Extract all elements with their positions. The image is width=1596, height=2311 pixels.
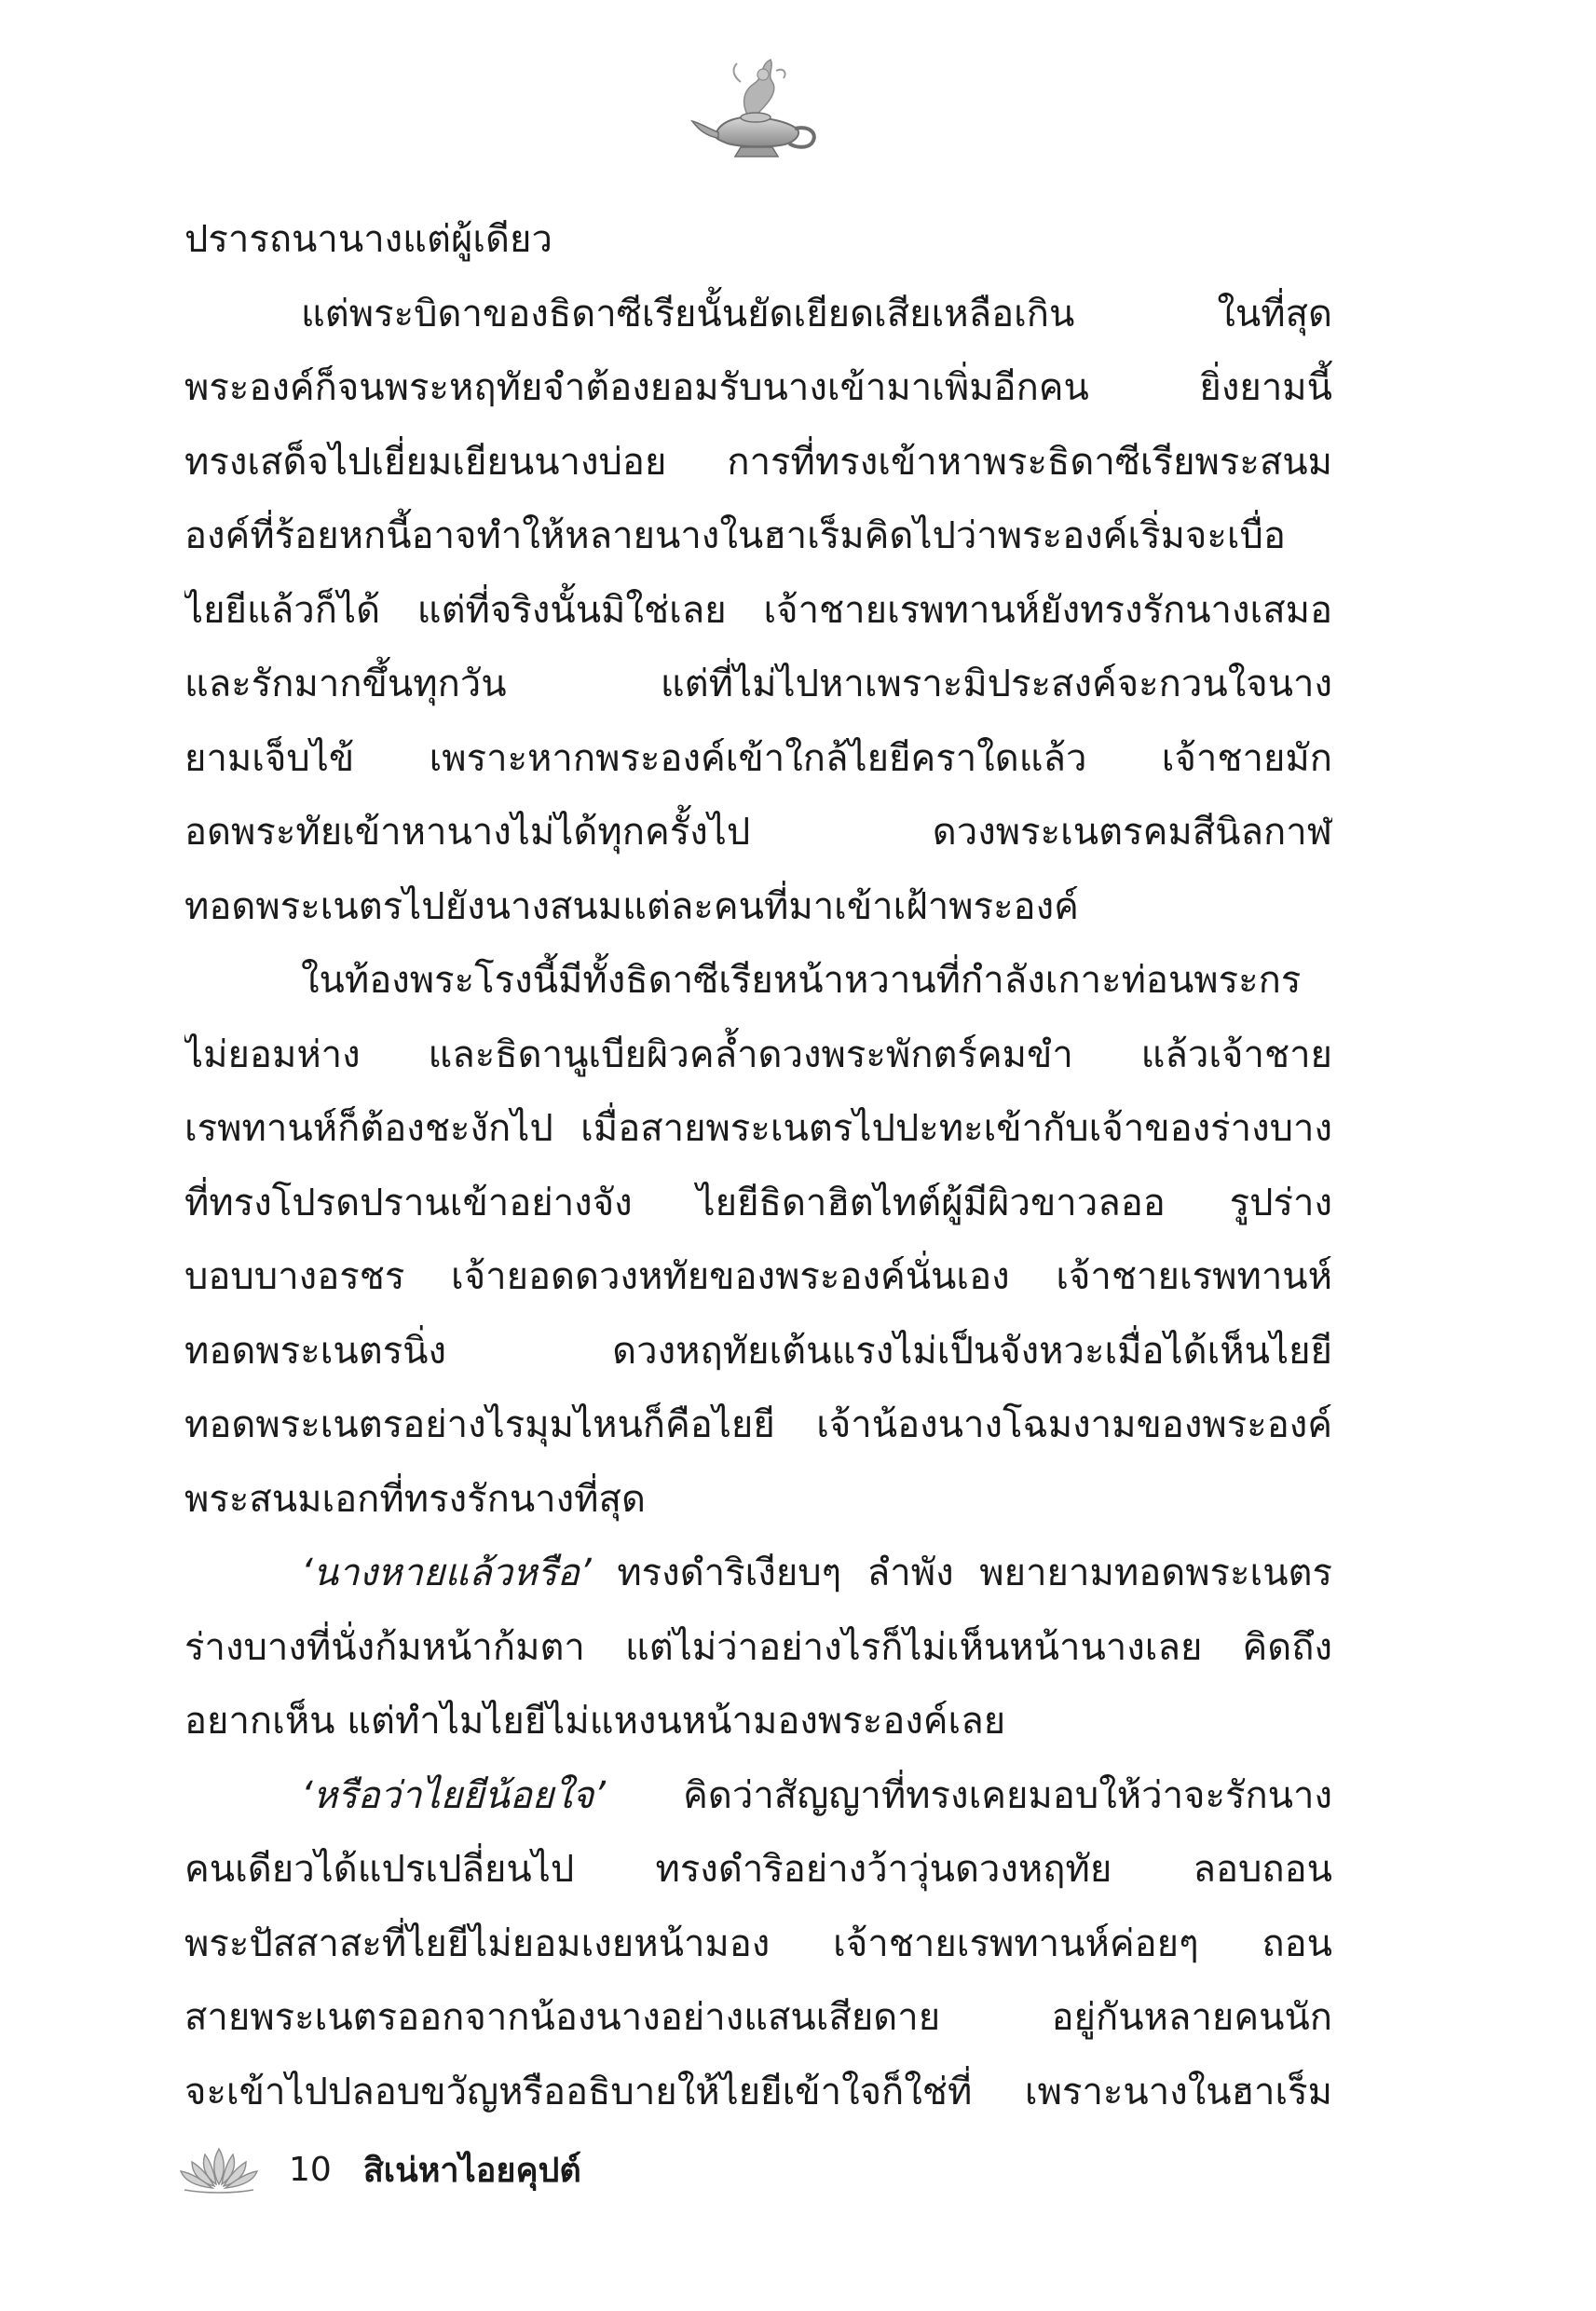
text-line-content: และรักมากขึ้นทุกวัน แต่ที่ไม่ไปหาเพราะมิประสงค์จะกวนใจนาง [184,663,1332,705]
text-line-content: ทรงดำริเงียบๆ ลำพัง พยายามทอดพระเนตร [591,1552,1332,1594]
text-line [184,1981,1332,2056]
text-line [184,426,1332,500]
text-line [184,1611,1332,1686]
book-title: สิเน่หาไอยคุปต์ [362,2151,581,2190]
text-line [184,1537,1332,1611]
text-line [184,1240,1332,1315]
text-line-content: พระปัสสาสะที่ไยยีไม่ยอมเงยหน้ามอง เจ้าชายเรพทานห์ค่อยๆ ถอน [184,1921,1332,1965]
text-line [184,1167,1332,1241]
text-line [184,870,1332,945]
text-line [184,1759,1332,1834]
text-line-content: ทอดพระเนตรไปยังนางสนมแต่ละคนที่มาเข้าเฝ้าพระองค์ [184,884,1079,928]
text-line-content: ยามเจ็บไข้ เพราะหากพระองค์เข้าใกล้ไยยีคราใดแล้ว เจ้าชายมัก [184,736,1332,780]
text-line [184,499,1332,574]
text-line-content: พระสนมเอกที่ทรงรักนางที่สุด [184,1477,646,1521]
text-line-content: ไม่ยอมห่าง และธิดานูเบียผิวคล้ำดวงพระพักตร์คมขำ แล้วเจ้าชาย [184,1032,1332,1076]
text-line-content: อยากเห็น แต่ทำไมไยยีไม่แหงนหน้ามองพระองค์เลย [184,1700,1006,1743]
italic-thought: ‘นางหายแล้วหรือ’ [301,1552,592,1594]
text-line [184,1315,1332,1389]
text-line [184,2056,1332,2130]
text-line [184,796,1332,870]
text-line [184,944,1332,1019]
text-line-content: ที่ทรงโปรดปรานเข้าอย่างจัง ไยยีธิดาฮิตไทต์ผู้มีผิวขาวลออ รูปร่าง [184,1181,1332,1224]
text-line-content: ในท้องพระโรงนี้มีทั้งธิดาซีเรียหน้าหวานที่กำลังเกาะท่อนพระกร [301,959,1302,1002]
text-line-content: พระองค์ก็จนพระหฤทัยจำต้องยอมรับนางเข้ามาเพิ่มอีกคน ยิ่งยามนี้ [184,366,1332,409]
text-line [184,1463,1332,1538]
text-line [184,722,1332,797]
text-line [184,1833,1332,1908]
text-line [184,278,1332,352]
text-line [184,648,1332,722]
text-line-content: จะเข้าไปปลอบขวัญหรืออธิบายให้ไยยีเข้าใจก็ใช่ที่ เพราะนางในฮาเร็ม [184,2070,1332,2113]
text-line [184,1092,1332,1167]
text-line-content: ไยยีแล้วก็ได้ แต่ที่จริงนั้นมิใช่เลย เจ้าชายเรพทานห์ยังทรงรักนางเสมอ [184,588,1332,632]
text-line-content: คนเดียวได้แปรเปลี่ยนไป ทรงดำริอย่างว้าวุ่นดวงหฤทัย ลอบถอน [184,1848,1332,1891]
text-line-content: อดพระทัยเข้าหานางไม่ได้ทุกครั้งไป ดวงพระเนตรคมสีนิลกาฬ [184,811,1332,854]
text-line [184,574,1332,649]
text-line-content: เรพทานห์ก็ต้องชะงักไป เมื่อสายพระเนตรไปปะทะเข้ากับเจ้าของร่างบาง [184,1107,1332,1150]
text-line-content: ทอดพระเนตรอย่างไรมุมไหนก็คือไยยี เจ้าน้องนางโฉมงามของพระองค์ [184,1403,1332,1446]
text-line [184,203,1332,278]
body-text [184,203,1332,2129]
italic-thought: ‘หรือว่าไยยีน้อยใจ’ [301,1773,606,1817]
text-line-content: สายพระเนตรออกจากน้องนางอย่างแสนเสียดาย อยู่กันหลายคนนัก [184,1996,1332,2039]
text-line [184,1685,1332,1759]
text-line-content: องค์ที่ร้อยหกนี้อาจทำให้หลายนางในฮาเร็มคิดไปว่าพระองค์เริ่มจะเบื่อ [184,514,1286,557]
text-line [184,1019,1332,1093]
lotus-icon [177,2143,261,2195]
text-line-content: ทอดพระเนตรนิ่ง ดวงหฤทัยเต้นแรงไม่เป็นจังหวะเมื่อได้เห็นไยยี [184,1329,1332,1373]
footer [177,2143,581,2195]
text-line-content: บอบบางอรชร เจ้ายอดดวงหทัยของพระองค์นั่นเอง เจ้าชายเรพทานห์ [184,1255,1332,1298]
text-line-content: ร่างบางที่นั่งก้มหน้าก้มตา แต่ไม่ว่าอย่างไรก็ไม่เห็นหน้านางเลย คิดถึง [184,1625,1332,1669]
text-line [184,1388,1332,1463]
page-number: 10 [289,2150,332,2189]
text-line [184,351,1332,426]
genie-lamp-icon [685,54,825,166]
text-line-content: แต่พระบิดาของธิดาซีเรียนั้นยัดเยียดเสียเหลือเกิน ในที่สุด [301,292,1332,335]
text-line-content: คิดว่าสัญญาที่ทรงเคยมอบให้ว่าจะรักนาง [606,1773,1332,1817]
text-line-content: ปรารถนานางแต่ผู้เดียว [184,218,552,261]
text-line-content: ทรงเสด็จไปเยี่ยมเยียนนางบ่อย การที่ทรงเข้าหาพระธิดาซีเรียพระสนม [184,440,1332,484]
text-line [184,1908,1332,1982]
